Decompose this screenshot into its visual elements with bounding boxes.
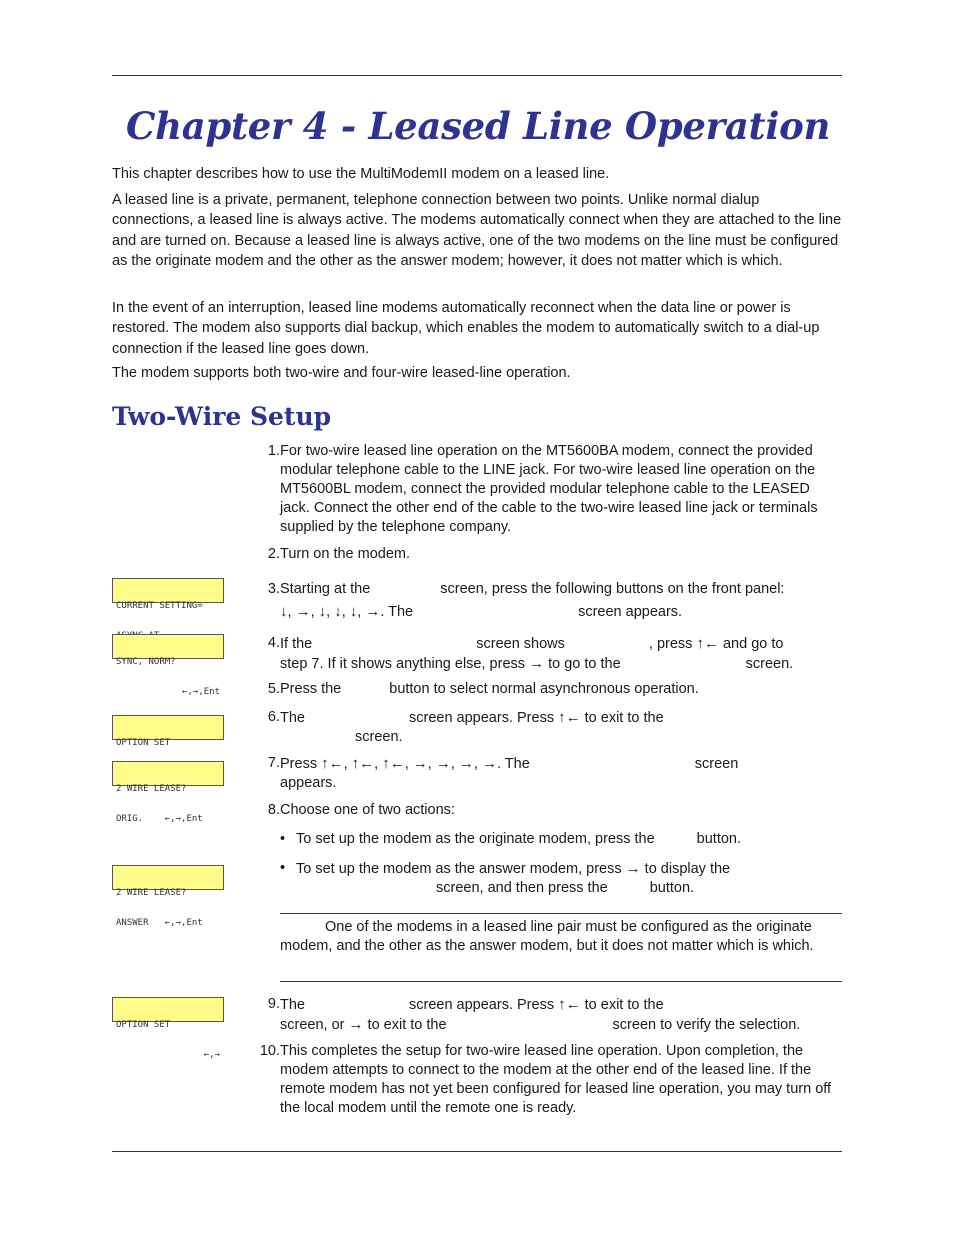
step-text: Choose one of two actions: bbox=[280, 802, 455, 818]
bullet-originate bbox=[280, 830, 840, 849]
lcd-line-2: ←,→ bbox=[203, 1050, 220, 1060]
step-number: 2. bbox=[267, 546, 280, 562]
top-rule bbox=[112, 75, 842, 76]
up-left-arrow-icon: ↑← bbox=[558, 996, 581, 1013]
right-arrow-icon: → bbox=[365, 603, 381, 620]
lcd-line-2: ←,→,Ent bbox=[182, 687, 220, 697]
step-number: 8. bbox=[267, 802, 280, 818]
lcd-option-set bbox=[112, 715, 224, 748]
step-number: 3. bbox=[267, 581, 280, 597]
right-arrow-icon: → bbox=[412, 755, 428, 772]
bottom-rule bbox=[112, 1151, 842, 1152]
lcd-line-1: 2 WIRE LEASE? bbox=[116, 784, 187, 794]
lcd-line-1: OPTION SET bbox=[116, 1020, 171, 1030]
section-title: Two-Wire Setup bbox=[112, 402, 332, 431]
step-number: 10. bbox=[259, 1043, 280, 1059]
step-text: For two-wire leased line operation on the MT5600BA modem, connect the provided modular telephone cable to the LINE jack. For two-wire leased line operation on the MT5600BL modem, connect the provided modular telephone cable to the LEASED jack. Connect the other end of the cable to the two-wire leased line jack or terminals supplied by the telephone company. bbox=[280, 443, 818, 535]
intro-paragraph-4: The modem supports both two-wire and four-wire leased-line operation. bbox=[112, 365, 571, 381]
step-5 bbox=[250, 680, 842, 699]
step-text: If the screen shows , press ↑← and go to step 7. If it shows anything else, press → to go to the screen. bbox=[280, 635, 794, 672]
step-text: Starting at the screen, press the following buttons on the front panel: ↓, →, ↓, ↓, ↓, →. The screen appears. bbox=[280, 581, 785, 620]
right-arrow-icon: → bbox=[348, 1016, 364, 1033]
step-number: 6. bbox=[267, 709, 280, 725]
step-10 bbox=[250, 1042, 842, 1118]
down-arrow-icon: ↓ bbox=[334, 603, 342, 620]
step-number: 5. bbox=[267, 681, 280, 697]
lcd-sync-norm bbox=[112, 634, 224, 697]
bullet-dot: • bbox=[280, 860, 286, 876]
bullet-text: To set up the modem as the answer modem, press → to display the screen, and then press the button. bbox=[296, 860, 731, 896]
lcd-line-1: 2 WIRE LEASE? bbox=[116, 888, 187, 898]
step-9 bbox=[250, 995, 842, 1035]
step-text: Press ↑←, ↑←, ↑←, →, →, →, →. The screen appears. bbox=[280, 755, 739, 791]
note-text: One of the modems in a leased line pair must be configured as the originate modem, and the other as the answer modem, but it does not matter which is which. bbox=[280, 919, 814, 954]
step-2 bbox=[250, 545, 842, 564]
right-arrow-icon: → bbox=[625, 860, 641, 877]
lcd-current-setting bbox=[112, 578, 224, 611]
bullet-dot: • bbox=[280, 831, 286, 847]
up-left-arrow-icon: ↑← bbox=[351, 755, 375, 772]
bullet-answer bbox=[280, 859, 840, 898]
step-number: 7. bbox=[267, 755, 280, 771]
step-text: Turn on the modem. bbox=[280, 546, 411, 562]
intro-paragraph-2: A leased line is a private, permanent, telephone connection between two points. Unlike normal dialup connections, a leased line is always active. The modems automatically connect when they are attached to the line and are turned on. Because a leased line is always active, one of the two modems on the line must be configured as the originate modem and the other as the answer modem; however, it does not matter which is which. bbox=[112, 192, 842, 269]
down-arrow-icon: ↓ bbox=[349, 603, 358, 620]
step-4 bbox=[250, 634, 842, 674]
step-text: The screen appears. Press ↑← to exit to the screen. bbox=[280, 709, 664, 745]
right-arrow-icon: → bbox=[295, 603, 311, 620]
step-number: 4. bbox=[267, 635, 280, 651]
lcd-2wire-orig bbox=[112, 761, 224, 824]
step-number: 1. bbox=[267, 443, 280, 459]
down-arrow-icon: ↓ bbox=[318, 603, 327, 620]
intro-paragraph-3: In the event of an interruption, leased line modems automatically reconnect when the data line or power is restored. The modem also supports dial backup, which enables the modem to automatically switch to a dial-up connection if the leased line goes down. bbox=[112, 300, 820, 357]
lcd-line-1: OPTION SET bbox=[116, 738, 171, 748]
note-box bbox=[280, 913, 842, 982]
right-arrow-icon: → bbox=[435, 755, 451, 772]
right-arrow-icon: → bbox=[529, 655, 545, 672]
bullet-text: To set up the modem as the originate modem, press the button. bbox=[296, 831, 742, 847]
right-arrow-icon: → bbox=[481, 755, 497, 772]
step-text: The screen appears. Press ↑← to exit to the screen, or → to exit to the screen to verify the selection. bbox=[280, 996, 801, 1033]
lcd-line-1: CURRENT SETTING= bbox=[116, 601, 203, 611]
up-left-arrow-icon: ↑← bbox=[321, 755, 344, 772]
step-7 bbox=[250, 754, 842, 793]
lcd-line-1: SYNC, NORM? bbox=[116, 657, 176, 667]
step-3 bbox=[250, 580, 842, 625]
chapter-title: Chapter 4 - Leased Line Operation bbox=[126, 104, 831, 148]
up-left-arrow-icon: ↑← bbox=[696, 635, 719, 652]
up-left-arrow-icon: ↑← bbox=[382, 755, 405, 772]
lcd-line-2: ANSWER ←,→,Ent bbox=[116, 918, 203, 928]
step-8 bbox=[250, 801, 842, 820]
step-1 bbox=[250, 442, 842, 537]
up-left-arrow-icon: ↑← bbox=[558, 709, 581, 726]
lcd-line-2: ORIG. ←,→,Ent bbox=[116, 814, 203, 824]
lcd-option-set-2 bbox=[112, 997, 224, 1060]
step-text: Press the button to select normal asynchronous operation. bbox=[280, 681, 699, 697]
lcd-2wire-answer bbox=[112, 865, 224, 928]
step-text: This completes the setup for two-wire leased line operation. Upon completion, the modem attempts to connect to the modem at the other end of the leased line. If the remote modem has not yet been configured for leased line operation, you may turn off the local modem until the remote one is ready. bbox=[280, 1043, 832, 1116]
step-number: 9. bbox=[267, 996, 280, 1012]
right-arrow-icon: → bbox=[458, 755, 474, 772]
down-arrow-icon: ↓ bbox=[280, 603, 288, 620]
step-6 bbox=[250, 708, 842, 747]
intro-paragraph-1: This chapter describes how to use the MultiModemII modem on a leased line. bbox=[112, 166, 610, 182]
